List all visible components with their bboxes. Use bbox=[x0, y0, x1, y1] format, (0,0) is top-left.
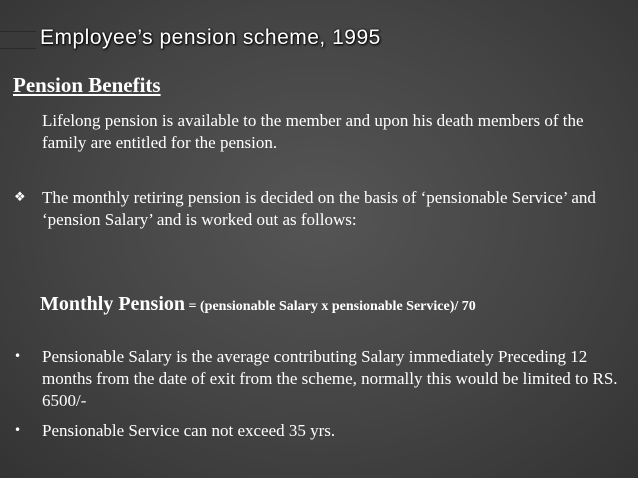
intro-paragraph: Lifelong pension is available to the member and upon his death members of the family are entitled for the pension. bbox=[42, 111, 584, 152]
bullet-pensionable-service: Pensionable Service can not exceed 35 yrs. bbox=[42, 421, 336, 440]
formula-expression: = (pensionable Salary x pensionable Service)/ bbox=[185, 299, 462, 314]
bullet-pensionable-salary: Pensionable Salary is the average contributing Salary immediately Preceding 12 months from the date of exit from the scheme, normally this would be limited to RS. 6500/- bbox=[42, 347, 618, 410]
formula-divisor: 70 bbox=[461, 299, 476, 314]
diamond-bullet-icon: ❖ bbox=[14, 190, 26, 205]
formula-label: Monthly Pension bbox=[40, 293, 186, 315]
bullet-retiring-pension: The monthly retiring pension is decided on the basis of ‘pensionable Service’ and ‘pension Salary’ and is worked out as follows: bbox=[42, 188, 596, 229]
bullet-dot-icon: • bbox=[14, 423, 22, 437]
section-heading: Pension Benefits bbox=[13, 73, 161, 97]
pension-formula bbox=[40, 293, 476, 316]
title-accent-bar bbox=[0, 31, 36, 49]
slide-title: Employee’s pension scheme, 1995 bbox=[40, 26, 381, 49]
bullet-dot-icon: • bbox=[14, 349, 22, 363]
